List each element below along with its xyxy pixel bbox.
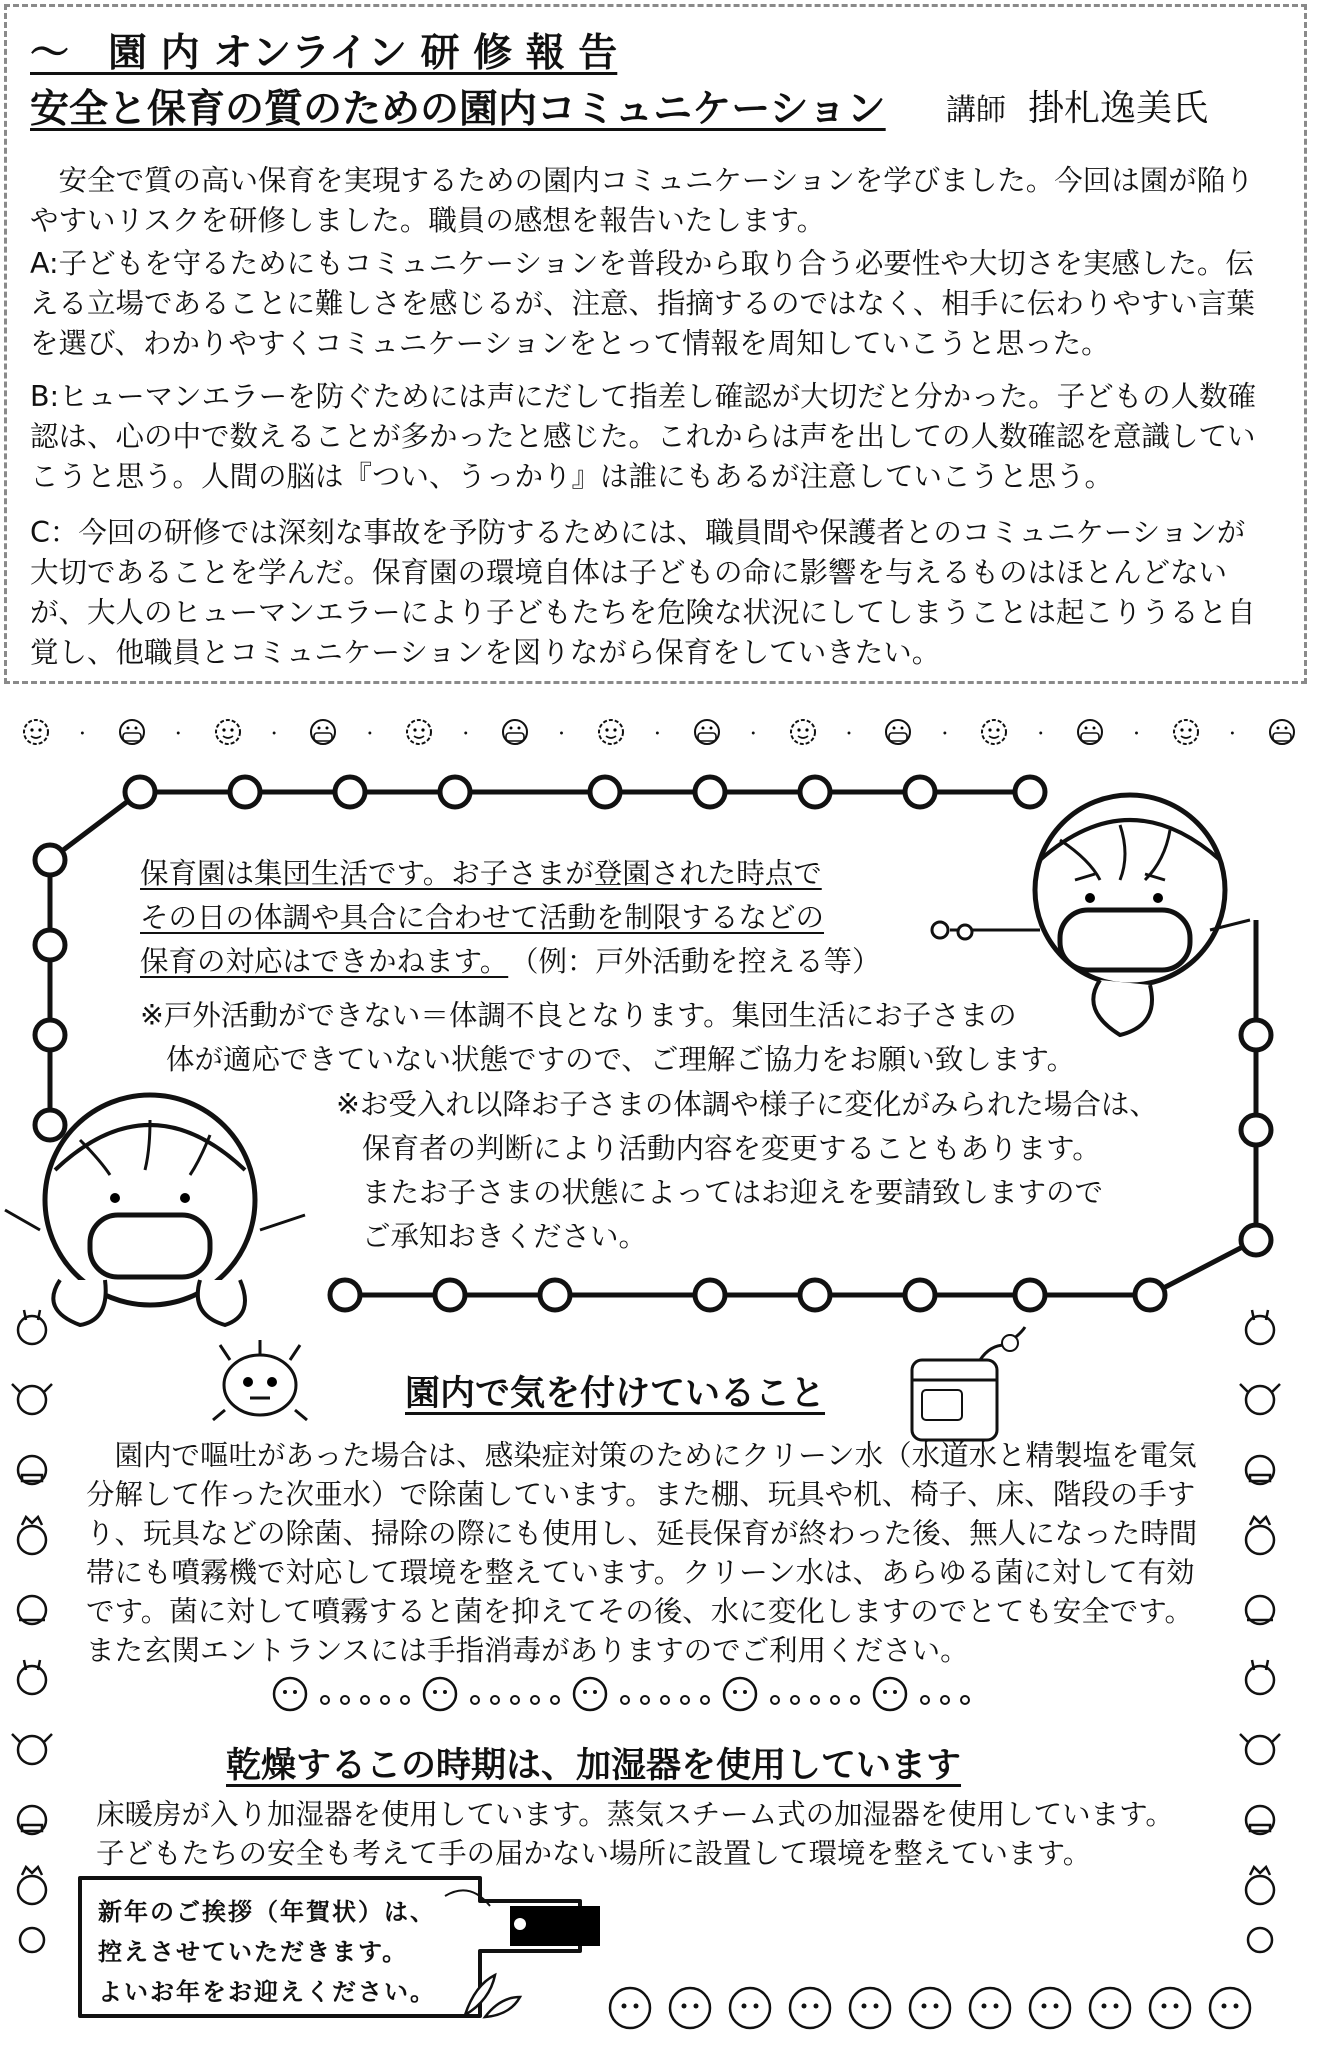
- notice-line-3-underlined: 保育の対応はできかねます。: [140, 945, 509, 978]
- comment-a-text: 子どもを守るためにもコミュニケーションを普段から取り合う必要性や大切さを実感した。伝える立場であることに難しさを感じるが、注意、指摘するのではなく、相手に伝わりやすい言葉を選び、わかりやすくコミュニケーションをとって情報を周知していこうと思った。: [30, 247, 1255, 360]
- section2-line2: 子どもたちの安全も考えて手の届かない場所に設置して環境を整えています。: [96, 1837, 1092, 1870]
- leaf-sprig-icon: [455, 1955, 525, 2025]
- dots-separator-icon: ･: [174, 723, 186, 743]
- notice-line-2: その日の体調や具合に合わせて活動を制限するなどの: [140, 901, 825, 934]
- mask-face-icon: [1068, 716, 1112, 748]
- notice-note1-line2: 体が適応できていない状態ですので、ご理解ご協力をお願い致します。: [166, 1043, 1076, 1076]
- dots-separator-icon: ･: [1228, 723, 1240, 743]
- comment-b-text: ヒューマンエラーを防ぐためには声にだして指差し確認が大切だと分かった。子どもの人数確認は、心の中で数えることが多かったと感じた。これからは声を出しての人数確認を意識していこうと思う。人間の脳は『つい、うっかり』は誰にもあるが注意していこうと思う。: [30, 380, 1257, 493]
- comment-b-label: B:: [30, 380, 60, 413]
- mask-face-icon: [876, 716, 920, 748]
- animal-icon-column-right: [1230, 1300, 1290, 1960]
- virus-face-icon: [1164, 716, 1208, 748]
- notice-note1-line1: ※戸外活動ができない＝体調不良となります。集団生活にお子さまの: [140, 999, 1017, 1032]
- lecturer-role: 講師: [946, 93, 1006, 128]
- section1-title: 園内で気を付けていること: [405, 1374, 826, 1414]
- children-faces-row: [265, 1670, 1005, 1718]
- animal-icon-column-left: [4, 1300, 64, 1960]
- virus-face-icon: [972, 716, 1016, 748]
- dots-separator-icon: ･: [557, 723, 569, 743]
- comment-a: [30, 244, 1270, 364]
- section2-line1: 床暖房が入り加湿器を使用しています。蒸気スチーム式の加湿器を使用しています。: [96, 1798, 1174, 1831]
- germ-character-icon: [200, 1330, 320, 1440]
- virus-face-icon: [589, 716, 633, 748]
- dots-separator-icon: ･: [461, 723, 473, 743]
- report-intro: 安全で質の高い保育を実現するための園内コミュニケーションを学びました。今回は園が陥りやすいリスクを研修しました。職員の感想を報告いたします。: [30, 164, 1254, 237]
- section2-title: 乾燥するこの時期は、加湿器を使用しています: [226, 1746, 962, 1786]
- zodiac-animals-row: [600, 1978, 1280, 2038]
- new-year-line2: 控えさせていただきます。: [98, 1938, 409, 1966]
- notice-note2-line3: またお子さまの状態によってはお迎えを要請致しますので: [362, 1176, 1104, 1209]
- masked-boy-illustration: [0, 1080, 330, 1330]
- dots-separator-icon: ･: [749, 723, 761, 743]
- notice-line-1: 保育園は集団生活です。お子さまが登園された時点で: [140, 857, 822, 890]
- notice-note2-line1: ※お受入れ以降お子さまの体調や様子に変化がみられた場合は、: [336, 1088, 1158, 1121]
- dots-separator-icon: ･: [1036, 723, 1048, 743]
- comment-c-label: C：: [30, 516, 79, 549]
- virus-face-icon: [14, 716, 58, 748]
- comment-c-text: 今回の研修では深刻な事故を予防するためには、職員間や保護者とのコミュニケーションが大切であることを学んだ。保育園の環境自体は子どもの命に影響を与えるものはほとんどないが、大人のヒューマンエラーにより子どもたちを危険な状況にしてしまうことは起こりうると自覚し、他職員とコミュニケーションを図りながら保育をしていきたい。: [30, 516, 1256, 669]
- new-year-line1: 新年のご挨拶（年賀状）は、: [98, 1898, 436, 1926]
- dots-separator-icon: ･: [365, 723, 377, 743]
- dots-separator-icon: ･: [940, 723, 952, 743]
- comment-b: [30, 377, 1270, 497]
- dots-separator-icon: ･: [845, 723, 857, 743]
- mask-face-icon: [493, 716, 537, 748]
- mask-face-icon: [301, 716, 345, 748]
- report-title-line2: 安全と保育の質のための園内コミュニケーション: [30, 87, 886, 132]
- virus-face-icon: [206, 716, 250, 748]
- mask-face-icon: [685, 716, 729, 748]
- lecturer-name: 掛札逸美氏: [1028, 88, 1209, 129]
- mask-face-icon: [110, 716, 154, 748]
- comment-c: [30, 513, 1270, 673]
- virus-face-icon: [397, 716, 441, 748]
- sprayer-machine-icon: [900, 1325, 1030, 1450]
- report-title-line1: ～ 園 内 オンライン 研 修 報 告: [30, 31, 618, 76]
- notice-note2-line4: ご承知おきください。: [362, 1220, 648, 1253]
- notice-note2-line2: 保育者の判断により活動内容を変更することもあります。: [362, 1132, 1101, 1165]
- notice-example: （例：戸外活動を控える等）: [524, 945, 881, 978]
- virus-face-icon: [781, 716, 825, 748]
- dots-separator-icon: ･: [78, 723, 90, 743]
- section1-body: 園内で嘔吐があった場合は、感染症対策のためにクリーン水（水道水と精製塩を電気分解して作った次亜水）で除菌しています。また棚、玩具や机、椅子、床、階段の手すり、玩具などの除菌、掃除の際にも使用し、延長保育が終わった後、無人になった時間帯にも噴霧機で対応して環境を整えています。クリーン水は、あらゆる菌に対して有効です。菌に対して噴霧すると菌を抑えてその後、水に変化しますのでとても安全です。また玄関エントランスには手指消毒がありますのでご利用ください。: [86, 1439, 1198, 1667]
- comment-a-label: A:: [30, 247, 59, 280]
- new-year-line3: よいお年をお迎えください。: [98, 1978, 436, 2006]
- decorative-face-border-top: [14, 712, 1304, 752]
- notice-line-3: [140, 941, 881, 983]
- dots-separator-icon: ･: [1132, 723, 1144, 743]
- lecturer: [946, 80, 1208, 131]
- dots-separator-icon: ･: [653, 723, 665, 743]
- dots-separator-icon: ･: [270, 723, 282, 743]
- mask-face-icon: [1260, 716, 1304, 748]
